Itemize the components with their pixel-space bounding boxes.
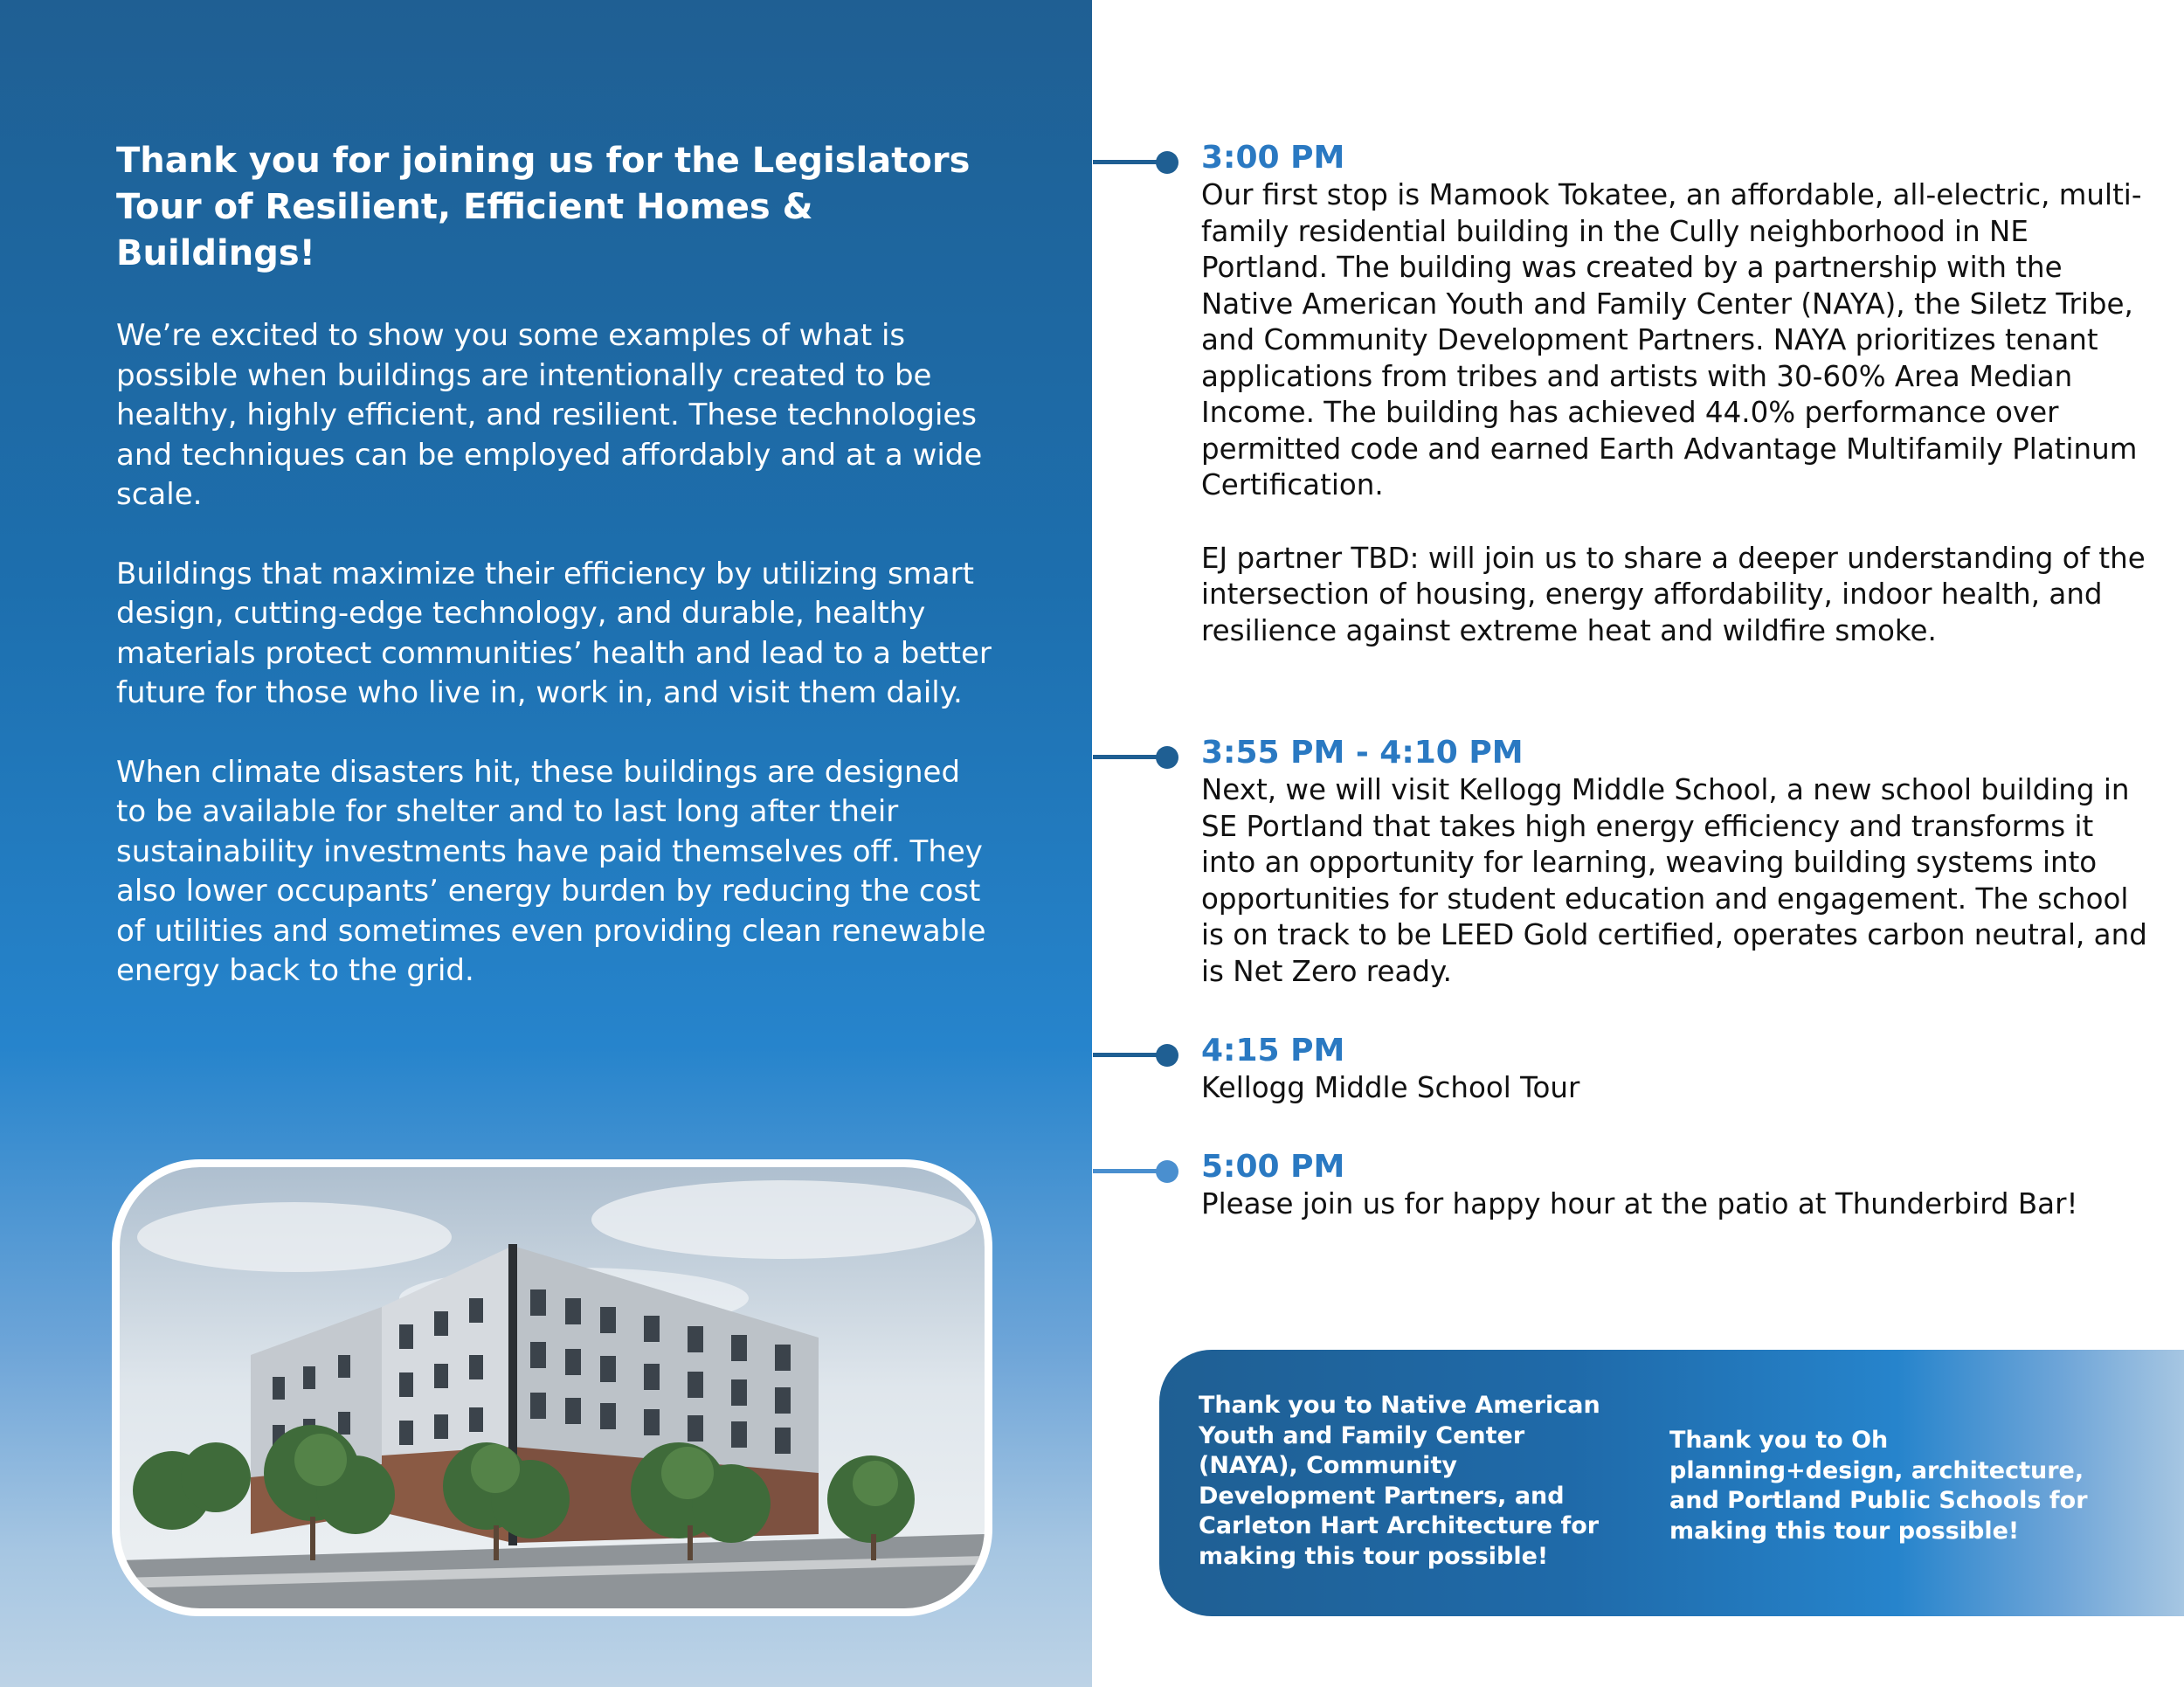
intro-paragraph: Buildings that maximize their efficiency by utilizing smart design, cutting-edge technology, and durable, healthy materials protect communities’ health and lead to a better future for those who live in, work in, and visit them daily. — [116, 556, 992, 710]
timeline-connector — [1093, 1053, 1163, 1057]
timeline-paragraph: EJ partner TBD: will join us to share a deeper understanding of the intersection of housing, energy affordability, indoor health, and resilience against extreme heat and wildfire smoke. — [1201, 541, 2146, 647]
building-rendering-illustration — [120, 1167, 985, 1608]
intro-paragraph: We’re excited to show you some examples of what is possible when buildings are intentionally created to be healthy, highly efficient, and resilient. These technologies and techniques can be employed affordably and at a wide scale. — [116, 318, 983, 512]
acknowledgements-box — [1159, 1350, 2184, 1616]
timeline-description — [1201, 772, 2153, 990]
timeline-paragraph: Kellogg Middle School Tour — [1201, 1071, 1580, 1104]
building-photo-frame — [112, 1159, 992, 1616]
timeline-connector — [1093, 160, 1163, 164]
timeline-paragraph: Next, we will visit Kellogg Middle School, a new school building in SE Portland that takes high energy efficiency and transforms it into an opportunity for learning, weaving building systems into opportunities for student education and engagement. The school is on track to be LEED Gold certified, operates carbon neutral, and is Net Zero ready. — [1201, 773, 2147, 988]
building-rendering-image — [120, 1167, 985, 1608]
intro-body — [116, 316, 999, 1031]
timeline-description — [1201, 1186, 2153, 1223]
timeline-marker-icon — [1156, 1160, 1178, 1183]
timeline-paragraph: Please join us for happy hour at the patio at Thunderbird Bar! — [1201, 1187, 2078, 1220]
timeline-connector — [1093, 755, 1163, 759]
timeline-marker-icon — [1156, 1044, 1178, 1067]
timeline-marker-icon — [1156, 746, 1178, 769]
timeline-time: 3:55 PM - 4:10 PM — [1201, 735, 1524, 771]
timeline-description — [1201, 1070, 2153, 1107]
timeline-connector — [1093, 1169, 1163, 1173]
timeline-time: 4:15 PM — [1201, 1033, 1345, 1068]
timeline-paragraph: Our first stop is Mamook Tokatee, an affordable, all-electric, multi-family residential building in the Cully neighborhood in NE Portland. The building was created by a partnership with the Native American Youth and Family Center (NAYA), the Siletz Tribe, and Community Development Partners. NAYA prioritizes tenant applications from tribes and artists with 30-60% Area Median Income. The building has achieved 44.0% performance over permitted code and earned Earth Advantage Multifamily Platinum Certification. — [1201, 178, 2142, 501]
timeline-description — [1201, 177, 2153, 649]
timeline-time: 5:00 PM — [1201, 1149, 1345, 1185]
acknowledgement-naya: Thank you to Native American Youth and Family Center (NAYA), Community Development Partners, and Carleton Hart Architecture for making this tour possible! — [1199, 1392, 1600, 1570]
intro-title: Thank you for joining us for the Legislators Tour of Resilient, Efficient Homes & Buildings! — [116, 141, 971, 273]
acknowledgement-kellogg: Thank you to Oh planning+design, architecture, and Portland Public Schools for making this tour possible! — [1669, 1427, 2088, 1545]
timeline-time: 3:00 PM — [1201, 140, 1345, 176]
intro-paragraph: When climate disasters hit, these buildings are designed to be available for shelter and to last long after their sustainability investments have paid themselves off. They also lower occupants’ energy burden by reducing the cost of utilities and sometimes even providing clean renewable energy back to the grid. — [116, 754, 986, 988]
timeline-marker-icon — [1156, 151, 1178, 174]
